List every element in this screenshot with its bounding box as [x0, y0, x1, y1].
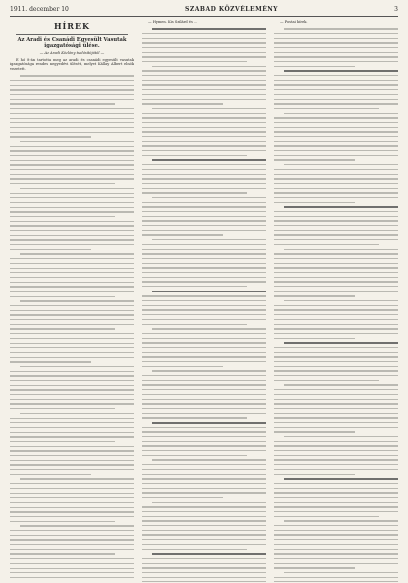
divider: [16, 34, 128, 35]
issue-date: 1911. december 10: [10, 6, 69, 13]
article-lead: E hó 8-án tartotta meg az aradi és csanádi egyesült vasutak igazgatósága rendes negyedévi ülését, melyet Kállay Albert elnök vezetett.: [10, 57, 134, 72]
column-3: [274, 20, 398, 582]
text-line: [10, 580, 134, 582]
article-byline: — Az Aradi Közlöny tudósítójától —: [39, 51, 105, 55]
article-title: Az Aradi és Csanádi Egyesült Vasutak igazgatósági ülése.: [17, 37, 127, 49]
column-3-blurb: — Postai hírek.: [280, 20, 308, 24]
column-2: [142, 20, 266, 582]
column-2-body: [142, 26, 266, 582]
column-1: [10, 20, 134, 582]
newspaper-name: SZABAD KÖZVÉLEMÉNY: [185, 6, 279, 13]
text-columns: [10, 20, 398, 582]
page-number: 3: [394, 6, 398, 13]
column-2-blurb: — Hymen. Kis Szilárd és ...: [148, 20, 198, 24]
section-rubric: HÍREK: [54, 21, 90, 31]
column-1-body: [10, 73, 134, 582]
text-line: [274, 579, 398, 582]
text-line: [142, 579, 266, 582]
column-3-body: [274, 26, 398, 582]
page-header: [10, 6, 398, 17]
